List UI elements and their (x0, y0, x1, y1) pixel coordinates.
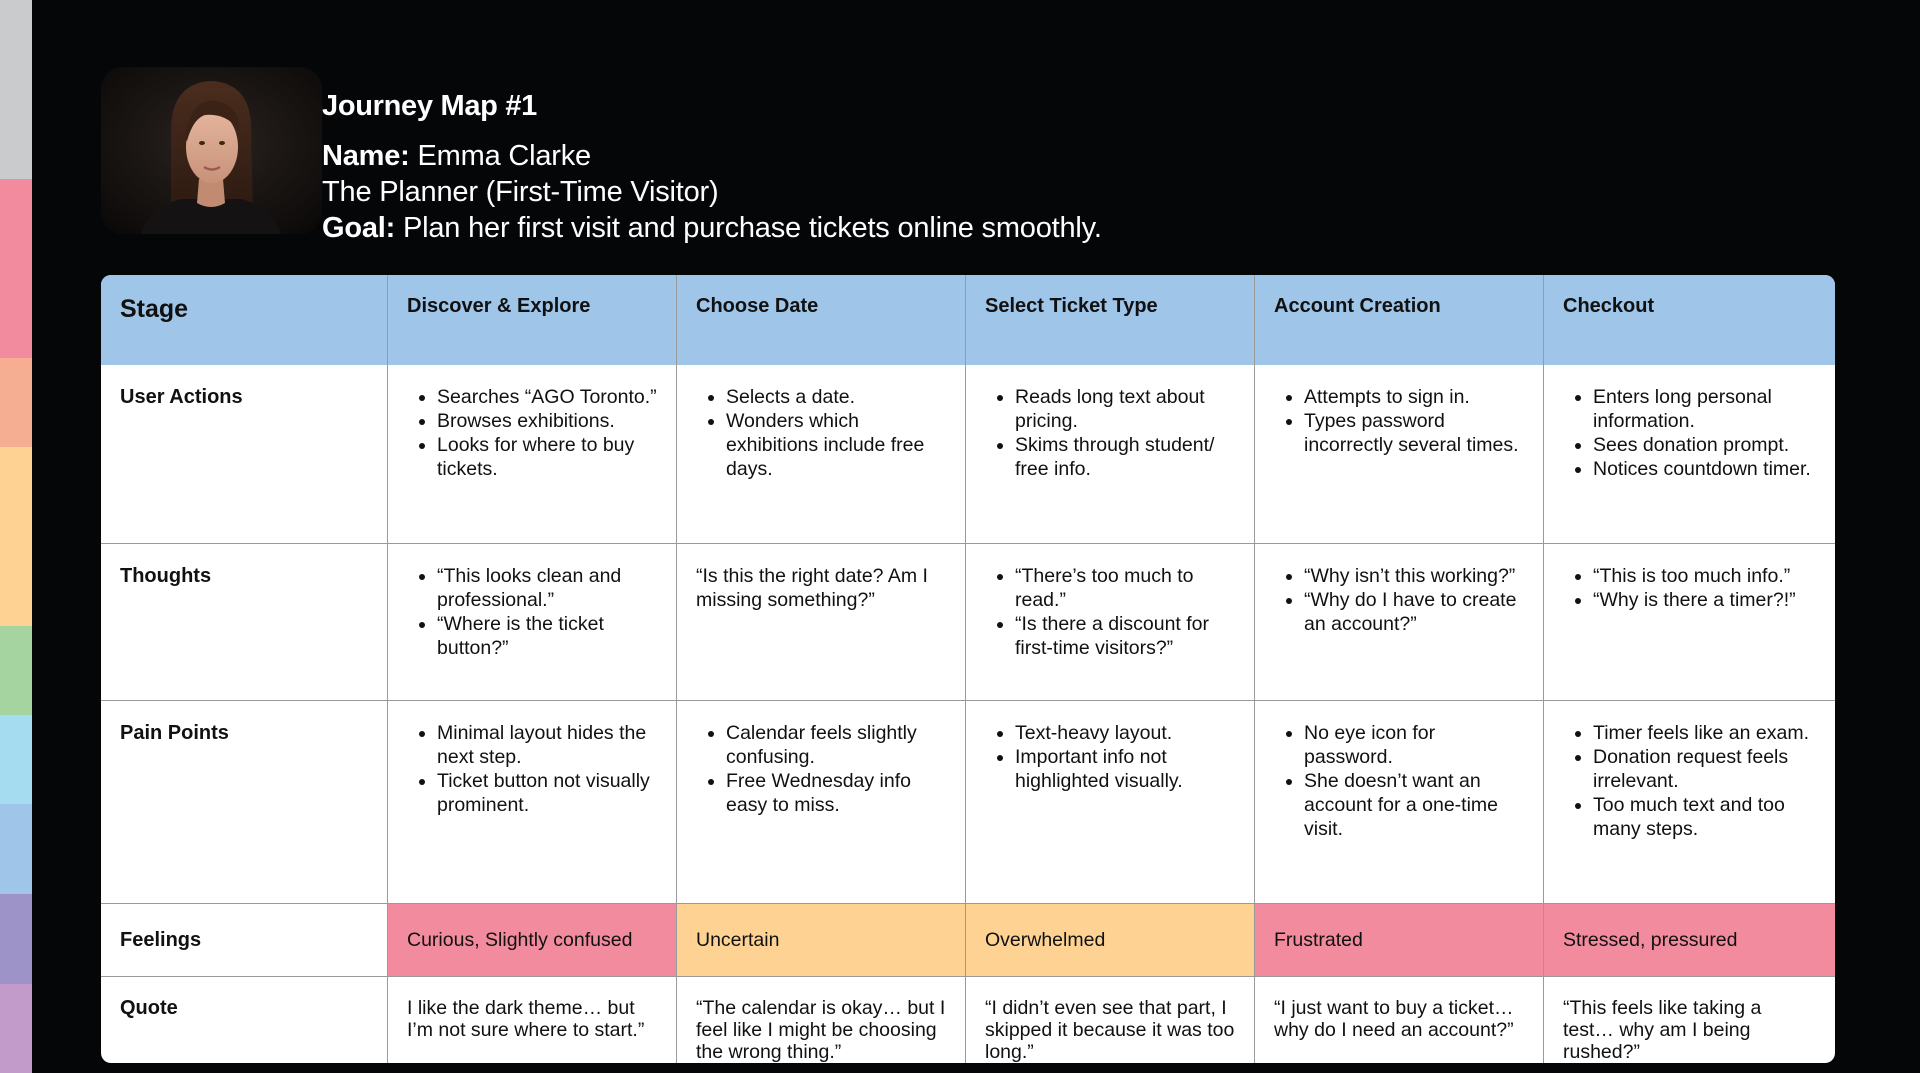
list-item: • She doesn’t want an account for a one-time visit. (1304, 769, 1525, 841)
row-label-pain-points: Pain Points (101, 701, 388, 904)
thought-text: “Is this the right date? Am I missing something?” (696, 565, 928, 611)
persona-avatar (101, 67, 322, 234)
pain-points-cell (1544, 701, 1835, 904)
color-stripe (0, 894, 32, 984)
persona-info (322, 67, 1102, 246)
feeling-cell: Curious, Slightly confused (388, 904, 677, 977)
list-item: • “This looks clean and professional.” (437, 564, 658, 612)
thoughts-cell (1255, 544, 1544, 701)
pain-points-cell (1255, 701, 1544, 904)
thoughts-cell (1544, 544, 1835, 701)
journey-map-table (101, 275, 1835, 1063)
color-stripe (0, 984, 32, 1073)
color-stripe (0, 358, 32, 447)
list-item: • Text-heavy layout. (1015, 721, 1236, 745)
row-label-quote: Quote (101, 977, 388, 1063)
list-item: • Calendar feels slightly confusing. (726, 721, 947, 769)
feelings-row (101, 904, 1835, 977)
list-item: • Ticket button not visually prominent. (437, 769, 658, 817)
thoughts-cell (966, 544, 1255, 701)
list-item: • “There’s too much to read.” (1015, 564, 1236, 612)
pain-points-cell (677, 701, 966, 904)
pain-points-cell (388, 701, 677, 904)
color-stripe (0, 804, 32, 894)
list-item: • Minimal layout hides the next step. (437, 721, 658, 769)
quote-cell: “I didn’t even see that part, I skipped it because it was too long.” (966, 977, 1255, 1063)
user-actions-cell (1544, 365, 1835, 544)
row-label-user-actions: User Actions (101, 365, 388, 544)
list-item: • Browses exhibitions. (437, 409, 658, 433)
list-item: • Skims through student/ free info. (1015, 433, 1236, 481)
thoughts-cell (677, 544, 966, 701)
journey-map-title: Journey Map #1 (322, 90, 537, 122)
stage-checkout: Checkout (1544, 275, 1835, 365)
quote-cell: I like the dark theme… but I’m not sure where to start.” (388, 977, 677, 1063)
avatar-portrait-image (101, 67, 322, 234)
list-item: • Free Wednesday info easy to miss. (726, 769, 947, 817)
list-item: • Attempts to sign in. (1304, 385, 1525, 409)
quote-cell: “I just want to buy a ticket… why do I need an account?” (1255, 977, 1544, 1063)
thoughts-cell (388, 544, 677, 701)
feeling-cell: Frustrated (1255, 904, 1544, 977)
list-item: • “Where is the ticket button?” (437, 612, 658, 660)
list-item: • “Why is there a timer?!” (1593, 588, 1817, 612)
list-item: • Too much text and too many steps. (1593, 793, 1817, 841)
name-label: Name: (322, 140, 410, 172)
pain-points-row (101, 701, 1835, 904)
color-stripe (0, 179, 32, 358)
list-item: • Looks for where to buy tickets. (437, 433, 658, 481)
list-item: • “Is there a discount for first-time visitors?” (1015, 612, 1236, 660)
goal-label: Goal: (322, 212, 396, 244)
list-item: • No eye icon for password. (1304, 721, 1525, 769)
user-actions-cell (1255, 365, 1544, 544)
list-item: • Sees donation prompt. (1593, 433, 1817, 457)
list-item: • Important info not highlighted visually. (1015, 745, 1236, 793)
stage-header-row (101, 275, 1835, 365)
persona-header (101, 67, 1601, 244)
quote-row (101, 977, 1835, 1063)
stage-label: Stage (101, 275, 388, 365)
stage-select-ticket-type: Select Ticket Type (966, 275, 1255, 365)
stage-account-creation: Account Creation (1255, 275, 1544, 365)
user-actions-cell (966, 365, 1255, 544)
user-actions-cell (677, 365, 966, 544)
pain-points-cell (966, 701, 1255, 904)
stage-discover-explore: Discover & Explore (388, 275, 677, 365)
list-item: • “Why do I have to create an account?” (1304, 588, 1525, 636)
persona-name-line (322, 138, 1102, 174)
feeling-cell: Stressed, pressured (1544, 904, 1835, 977)
color-stripe-bar (0, 0, 32, 1073)
list-item: • Timer feels like an exam. (1593, 721, 1817, 745)
feeling-cell: Uncertain (677, 904, 966, 977)
list-item: • Notices countdown timer. (1593, 457, 1817, 481)
color-stripe (0, 447, 32, 626)
list-item: • “Why isn’t this working?” (1304, 564, 1525, 588)
quote-cell: “This feels like taking a test… why am I being rushed?” (1563, 997, 1762, 1063)
stage-choose-date: Choose Date (677, 275, 966, 365)
user-actions-row (101, 365, 1835, 544)
list-item: • Types password incorrectly several times. (1304, 409, 1525, 457)
list-item: • Searches “AGO Toronto.” (437, 385, 658, 409)
row-label-thoughts: Thoughts (101, 544, 388, 701)
persona-name: Emma Clarke (417, 140, 591, 172)
list-item: • Enters long personal information. (1593, 385, 1817, 433)
quote-cell: “The calendar is okay… but I feel like I might be choosing the wrong thing.” (677, 977, 966, 1063)
persona-goal-line (322, 210, 1102, 246)
color-stripe (0, 715, 32, 804)
list-item: • “This is too much info.” (1593, 564, 1817, 588)
feeling-cell: Overwhelmed (966, 904, 1255, 977)
persona-goal: Plan her first visit and purchase tickets online smoothly. (402, 212, 1102, 244)
color-stripe (0, 626, 32, 715)
list-item: • Wonders which exhibitions include free days. (726, 409, 947, 481)
row-label-feelings: Feelings (101, 904, 388, 977)
list-item: • Donation request feels irrelevant. (1593, 745, 1817, 793)
thoughts-row (101, 544, 1835, 701)
list-item: • Selects a date. (726, 385, 947, 409)
list-item: • Reads long text about pricing. (1015, 385, 1236, 433)
color-stripe (0, 0, 32, 179)
user-actions-cell (388, 365, 677, 544)
persona-type: The Planner (First-Time Visitor) (322, 176, 719, 208)
